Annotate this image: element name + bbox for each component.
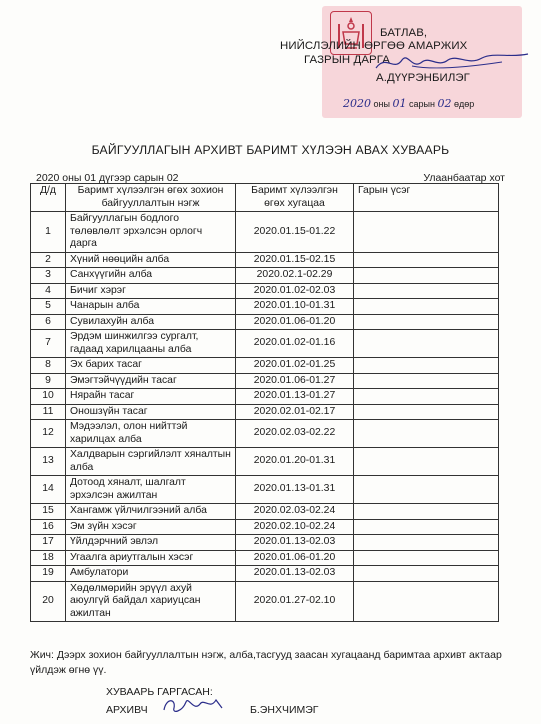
approval-signatory-name: А.ДҮҮРЭНБИЛЭГ — [376, 72, 470, 84]
row-unit: Хүний нөөцийн алба — [66, 252, 236, 268]
row-unit: Нярайн тасаг — [66, 389, 236, 405]
row-unit: Бичиг хэрэг — [66, 283, 236, 299]
header-period: Баримт хүлээлгэн өгөх хугацаа — [236, 184, 354, 212]
row-unit: Хангамж үйлчилгээний алба — [66, 504, 236, 520]
row-signature — [354, 268, 499, 284]
row-number: 5 — [31, 299, 66, 315]
director-signature — [372, 48, 532, 76]
row-period: 2020.01.13-02.03 — [236, 535, 354, 551]
row-period: 2020.01.27-02.10 — [236, 581, 354, 622]
table-row — [31, 283, 499, 299]
row-number: 17 — [31, 535, 66, 551]
row-signature — [354, 314, 499, 330]
schedule-table — [30, 183, 499, 622]
table-row — [31, 389, 499, 405]
approval-position: ГАЗРЫН ДАРГА — [304, 54, 390, 66]
row-unit: Байгууллагын бодлого төлөвлөлт эрхэлсэн орлогч дарга — [66, 212, 236, 253]
header-number: Д/д — [31, 184, 66, 212]
row-number: 3 — [31, 268, 66, 284]
row-signature — [354, 283, 499, 299]
table-row — [31, 314, 499, 330]
table-row — [31, 212, 499, 253]
table-row — [31, 358, 499, 374]
row-period: 2020.01.02-02.03 — [236, 283, 354, 299]
table-row — [31, 252, 499, 268]
row-unit: Сувилахуйн алба — [66, 314, 236, 330]
row-signature — [354, 504, 499, 520]
approval-date-month: 01 — [392, 97, 407, 110]
document-place: Улаанбаатар хот — [423, 172, 505, 184]
header-signature: Гарын үсэг — [354, 184, 499, 212]
row-number: 16 — [31, 519, 66, 535]
row-number: 4 — [31, 283, 66, 299]
row-unit: Эх барих тасаг — [66, 358, 236, 374]
row-number: 20 — [31, 581, 66, 622]
row-unit: Дотоод хяналт, шалгалт эрхэлсэн ажилтан — [66, 476, 236, 504]
row-signature — [354, 330, 499, 358]
row-signature — [354, 535, 499, 551]
table-row — [31, 299, 499, 315]
row-period: 2020.01.15-01.22 — [236, 212, 354, 253]
row-number: 14 — [31, 476, 66, 504]
row-unit: Эрдэм шинжилгээ сургалт, гадаад харилцааны алба — [66, 330, 236, 358]
archivist-signature — [160, 692, 230, 718]
row-unit: Мэдээлэл, олон нийттэй харилцах алба — [66, 420, 236, 448]
row-number: 11 — [31, 404, 66, 420]
approval-date-year: 2020 — [343, 97, 371, 110]
row-period: 2020.01.02-01.25 — [236, 358, 354, 374]
row-signature — [354, 389, 499, 405]
approval-heading: БАТЛАВ, — [380, 27, 428, 39]
row-number: 6 — [31, 314, 66, 330]
table-row — [31, 566, 499, 582]
approval-date-day-suffix: өдөр — [453, 99, 475, 109]
row-signature — [354, 550, 499, 566]
row-number: 7 — [31, 330, 66, 358]
table-row — [31, 373, 499, 389]
row-signature — [354, 448, 499, 476]
row-unit: Оношзүйн тасаг — [66, 404, 236, 420]
approval-date-month-suffix: сарын — [409, 99, 435, 109]
table-row — [31, 404, 499, 420]
row-period: 2020.01.13-02.03 — [236, 566, 354, 582]
approval-date-day: 02 — [437, 97, 452, 110]
prepared-by-label: ХУВААРЬ ГАРГАСАН: — [106, 686, 213, 698]
row-period: 2020.02.1-02.29 — [236, 268, 354, 284]
row-number: 18 — [31, 550, 66, 566]
row-number: 8 — [31, 358, 66, 374]
row-period: 2020.01.06-01.20 — [236, 314, 354, 330]
row-signature — [354, 420, 499, 448]
row-number: 10 — [31, 389, 66, 405]
row-unit: Эмэгтэйчүүдийн тасаг — [66, 373, 236, 389]
approval-organization: НИЙСЛЭЛИЙН ӨРГӨӨ АМАРЖИХ — [280, 40, 468, 52]
row-signature — [354, 404, 499, 420]
approval-date — [343, 97, 474, 110]
table-row — [31, 268, 499, 284]
table-row — [31, 535, 499, 551]
row-number: 1 — [31, 212, 66, 253]
row-signature — [354, 373, 499, 389]
table-row — [31, 550, 499, 566]
row-period: 2020.01.13-01.31 — [236, 476, 354, 504]
row-number: 2 — [31, 252, 66, 268]
row-number: 13 — [31, 448, 66, 476]
row-unit: Хөдөлмөрийн эрүүл ахуй аюулгүй байдал хариуцсан ажилтан — [66, 581, 236, 622]
row-signature — [354, 519, 499, 535]
row-signature — [354, 252, 499, 268]
archivist-label: АРХИВЧ — [106, 704, 148, 716]
row-number: 9 — [31, 373, 66, 389]
row-period: 2020.02.03-02.24 — [236, 504, 354, 520]
document-date: 2020 оны 01 дүгээр сарын 02 — [36, 172, 179, 184]
table-row — [31, 476, 499, 504]
row-period: 2020.01.06-01.27 — [236, 373, 354, 389]
row-period: 2020.01.15-02.15 — [236, 252, 354, 268]
table-row — [31, 330, 499, 358]
row-unit: Угаалга ариутгалын хэсэг — [66, 550, 236, 566]
row-signature — [354, 358, 499, 374]
row-signature — [354, 566, 499, 582]
document-title: БАЙГУУЛЛАГЫН АРХИВТ БАРИМТ ХҮЛЭЭН АВАХ ХУВААРЬ — [91, 143, 450, 157]
row-number: 12 — [31, 420, 66, 448]
schedule-body — [31, 212, 499, 622]
row-period: 2020.01.13-01.27 — [236, 389, 354, 405]
row-period: 2020.02.03-02.22 — [236, 420, 354, 448]
note-text: Жич: Дээрх зохион байгууллалтын нэгж, алба,тасгууд заасан хугацаанд баримтаа архивт актаар үйлдэж өгнө үү. — [30, 649, 502, 676]
row-unit: Амбулатори — [66, 566, 236, 582]
row-signature — [354, 212, 499, 253]
row-period: 2020.02.01-02.17 — [236, 404, 354, 420]
table-row — [31, 448, 499, 476]
row-signature — [354, 476, 499, 504]
row-signature — [354, 299, 499, 315]
row-period: 2020.02.10-02.24 — [236, 519, 354, 535]
row-unit: Эм зүйн хэсэг — [66, 519, 236, 535]
row-period: 2020.01.10-01.31 — [236, 299, 354, 315]
row-period: 2020.01.02-01.16 — [236, 330, 354, 358]
row-unit: Халдварын сэргийлэлт хяналтын алба — [66, 448, 236, 476]
row-unit: Санхүүгийн алба — [66, 268, 236, 284]
archivist-name: Б.ЭНХЧИМЭГ — [250, 704, 319, 716]
header-unit: Баримт хүлээлгэн өгөх зохион байгууллалтын нэгж — [66, 184, 236, 212]
row-unit: Үйлдэрчний эвлэл — [66, 535, 236, 551]
row-signature — [354, 581, 499, 622]
table-header-row — [31, 184, 499, 212]
table-row — [31, 581, 499, 622]
row-number: 15 — [31, 504, 66, 520]
table-row — [31, 519, 499, 535]
row-period: 2020.01.20-01.31 — [236, 448, 354, 476]
table-row — [31, 504, 499, 520]
row-unit: Чанарын алба — [66, 299, 236, 315]
approval-date-year-suffix: оны — [373, 99, 390, 109]
row-number: 19 — [31, 566, 66, 582]
table-row — [31, 420, 499, 448]
row-period: 2020.01.06-01.20 — [236, 550, 354, 566]
